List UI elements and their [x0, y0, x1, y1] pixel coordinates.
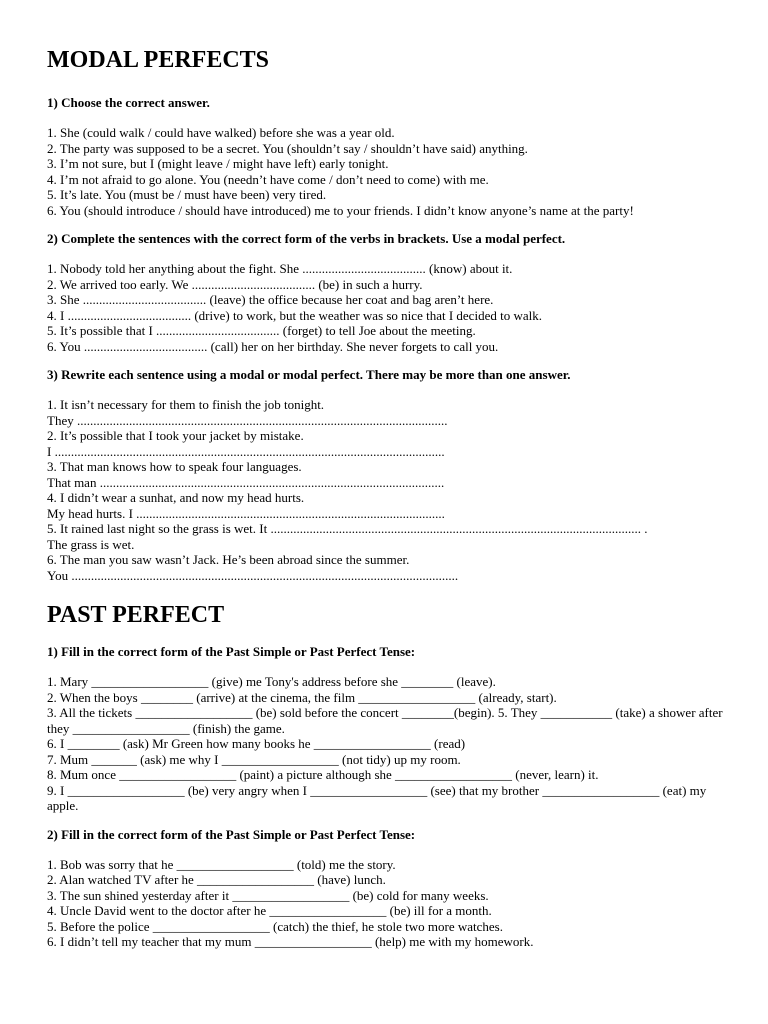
list-item: 8. Mum once __________________ (paint) a picture although she __________________ (never, learn) it. — [47, 767, 599, 782]
list-item: 3. I’m not sure, but I (might leave / might have left) early tonight. — [47, 156, 389, 171]
list-item: 1. She (could walk / could have walked) before she was a year old. — [47, 125, 395, 140]
modal-ex2-instruction: 2) Complete the sentences with the correct form of the verbs in brackets. Use a modal perfect. — [47, 231, 566, 246]
past-exercise-2 — [47, 826, 737, 950]
list-item: 1. Mary __________________ (give) me Tony's address before she ________ (leave). — [47, 674, 496, 689]
list-item: 4. Uncle David went to the doctor after he __________________ (be) ill for a month. — [47, 903, 492, 918]
list-item: 2. It’s possible that I took your jacket by mistake. — [47, 428, 304, 443]
list-item: 6. You ...................................... (call) her on her birthday. She never forgets to call you. — [47, 338, 499, 354]
past-ex2-list — [47, 857, 737, 950]
modal-ex2-list — [47, 261, 737, 354]
list-item: 6. I ________ (ask) Mr Green how many books he __________________ (read) — [47, 736, 466, 751]
modal-ex3-list — [47, 397, 737, 583]
past-exercise-1 — [47, 643, 737, 814]
list-item: 2. The party was supposed to be a secret. You (shouldn’t say / shouldn’t have said) anything. — [47, 140, 528, 156]
list-item: 1. It isn’t necessary for them to finish the job tonight. — [47, 397, 325, 412]
past-ex1-instruction: 1) Fill in the correct form of the Past Simple or Past Perfect Tense: — [47, 644, 416, 659]
answer-line: They .................................................................................................................. — [47, 412, 448, 428]
list-item: 6. The man you saw wasn’t Jack. He’s been abroad since the summer. — [47, 552, 410, 567]
list-item: 2. Alan watched TV after he __________________ (have) lunch. — [47, 872, 386, 887]
list-item: 5. It rained last night so the grass is wet. It .................................................................................................................. . — [47, 521, 648, 536]
list-item: 7. Mum _______ (ask) me why I __________________ (not tidy) up my room. — [47, 751, 461, 767]
past-perfect-title: PAST PERFECT — [47, 602, 225, 628]
modal-exercise-1 — [47, 94, 737, 218]
modal-ex1-instruction: 1) Choose the correct answer. — [47, 95, 210, 110]
worksheet-content — [47, 40, 737, 962]
list-item: 2. When the boys ________ (arrive) at the cinema, the film __________________ (already, start). — [47, 689, 557, 705]
past-ex2-instruction: 2) Fill in the correct form of the Past Simple or Past Perfect Tense: — [47, 826, 416, 842]
list-item: 1. Bob was sorry that he __________________ (told) me the story. — [47, 856, 396, 872]
answer-line: That man .......................................................................................................... — [47, 474, 445, 490]
list-item: 3. That man knows how to speak four languages. — [47, 459, 302, 474]
modal-exercise-2 — [47, 230, 737, 354]
list-item: 1. Nobody told her anything about the fight. She ...................................... (know) about it. — [47, 261, 513, 276]
list-item: 4. I’m not afraid to go alone. You (needn’t have come / don’t need to come) with me. — [47, 171, 489, 187]
answer-line: I ........................................................................................................................ — [47, 443, 445, 459]
list-item: 5. Before the police __________________ (catch) the thief, he stole two more watches. — [47, 918, 503, 934]
list-item: 3. The sun shined yesterday after it __________________ (be) cold for many weeks. — [47, 887, 489, 903]
list-item: 5. It’s possible that I ...................................... (forget) to tell Joe about the meeting. — [47, 323, 476, 338]
list-item: 4. I didn’t wear a sunhat, and now my head hurts. — [47, 490, 305, 505]
modal-ex3-instruction: 3) Rewrite each sentence using a modal or modal perfect. There may be more than one answer. — [47, 367, 571, 382]
list-item: 6. You (should introduce / should have introduced) me to your friends. I didn’t know anyone’s name at the party! — [47, 202, 634, 218]
modal-perfects-title: MODAL PERFECTS — [47, 47, 270, 73]
list-item: 3. All the tickets __________________ (be) sold before the concert ________(begin). 5. They ___________ (take) a shower after they __________________ (finish) the game. — [47, 705, 723, 736]
list-item: 2. We arrived too early. We ...................................... (be) in such a hurry. — [47, 276, 423, 292]
answer-line: You ....................................................................................................................... — [47, 567, 459, 583]
list-item: 3. She ...................................... (leave) the office because her coat and bag aren’t here. — [47, 292, 494, 307]
list-item: 4. I ...................................... (drive) to work, but the weather was so nice that I decided to walk. — [47, 307, 542, 323]
list-item: 6. I didn’t tell my teacher that my mum __________________ (help) me with my homework. — [47, 934, 534, 949]
modal-exercise-3 — [47, 366, 737, 583]
past-ex1-list — [47, 674, 737, 814]
list-item: 9. I __________________ (be) very angry when I __________________ (see) that my brother __________________ (eat) my apple. — [47, 782, 707, 813]
answer-line: My head hurts. I ............................................................................................... — [47, 505, 445, 521]
list-item: The grass is wet. — [47, 536, 135, 552]
modal-ex1-list — [47, 125, 737, 218]
list-item: 5. It’s late. You (must be / must have been) very tired. — [47, 187, 327, 202]
